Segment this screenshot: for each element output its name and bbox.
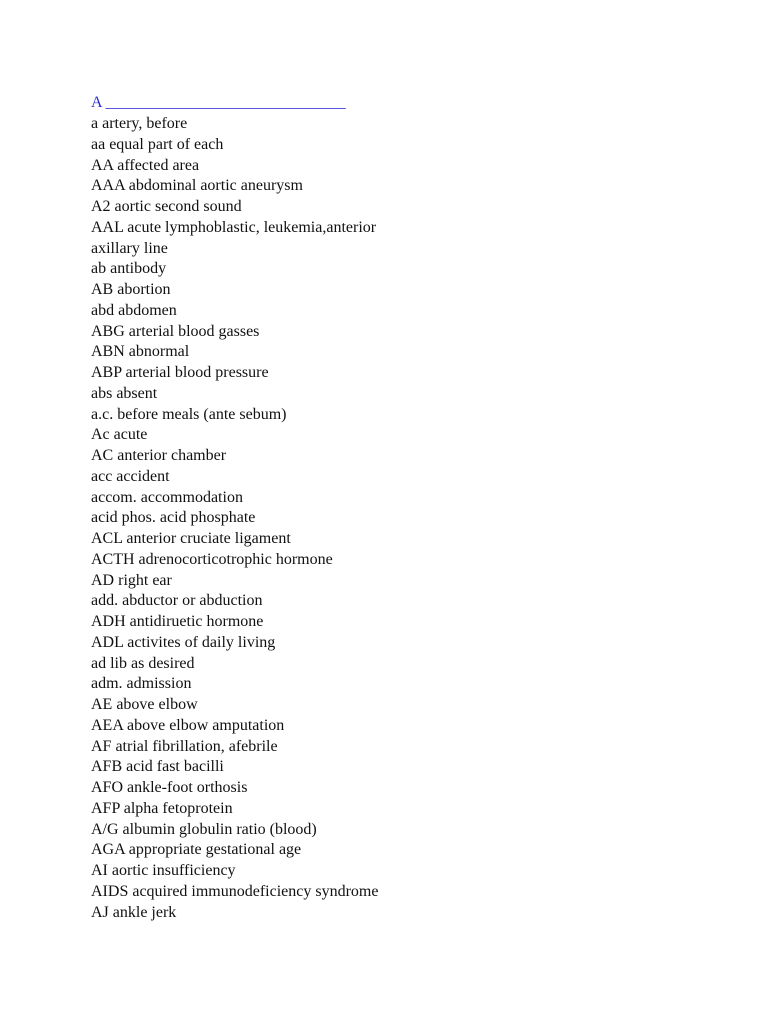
- list-item: ACTH adrenocorticotrophic hormone: [91, 550, 333, 568]
- list-item: a.c. before meals (ante sebum): [91, 405, 287, 423]
- list-item: AA affected area: [91, 156, 200, 174]
- abbreviation-list: [91, 114, 731, 923]
- list-item: AD right ear: [91, 571, 172, 589]
- list-item: AF atrial fibrillation, afebrile: [91, 737, 278, 755]
- list-item: AGA appropriate gestational age: [91, 841, 302, 859]
- list-item: ABN abnormal: [91, 343, 190, 361]
- list-item: axillary line: [91, 239, 168, 257]
- list-item: AIDS acquired immunodeficiency syndrome: [91, 882, 379, 900]
- list-item: aa equal part of each: [91, 135, 224, 153]
- list-item: A/G albumin globulin ratio (blood): [91, 820, 317, 838]
- list-item: AEA above elbow amputation: [91, 716, 285, 734]
- list-item: AFO ankle-foot orthosis: [91, 779, 248, 796]
- list-item: acid phos. acid phosphate: [91, 509, 256, 527]
- list-item: acc accident: [91, 467, 170, 485]
- list-item: a artery, before: [91, 115, 188, 132]
- list-item: ABG arterial blood gasses: [91, 322, 260, 340]
- list-item: AB abortion: [91, 281, 171, 298]
- document-body: [91, 92, 731, 923]
- list-item: adm. admission: [91, 675, 192, 693]
- list-item: AJ ankle jerk: [91, 903, 177, 921]
- list-item: AE above elbow: [91, 696, 198, 713]
- list-item: accom. accommodation: [91, 488, 243, 506]
- list-item: ACL anterior cruciate ligament: [91, 530, 291, 547]
- list-item: AFB acid fast bacilli: [91, 758, 224, 776]
- list-item: abs absent: [91, 384, 158, 402]
- list-item: AAA abdominal aortic aneurysm: [91, 177, 303, 195]
- list-item: add. abductor or abduction: [91, 592, 263, 610]
- list-item: Ac acute: [91, 426, 148, 444]
- list-item: ADH antidiruetic hormone: [91, 613, 264, 630]
- list-item: AI aortic insufficiency: [91, 862, 236, 879]
- list-item: abd abdomen: [91, 301, 177, 319]
- section-heading-a: A ______________________________: [91, 94, 346, 111]
- list-item: A2 aortic second sound: [91, 198, 242, 215]
- list-item: ABP arterial blood pressure: [91, 364, 269, 381]
- list-item: ADL activites of daily living: [91, 633, 276, 651]
- list-item: ad lib as desired: [91, 654, 195, 672]
- list-item: AAL acute lymphoblastic, leukemia,anterior: [91, 218, 377, 236]
- list-item: AC anterior chamber: [91, 447, 227, 464]
- list-item: ab antibody: [91, 260, 167, 278]
- list-item: AFP alpha fetoprotein: [91, 799, 233, 817]
